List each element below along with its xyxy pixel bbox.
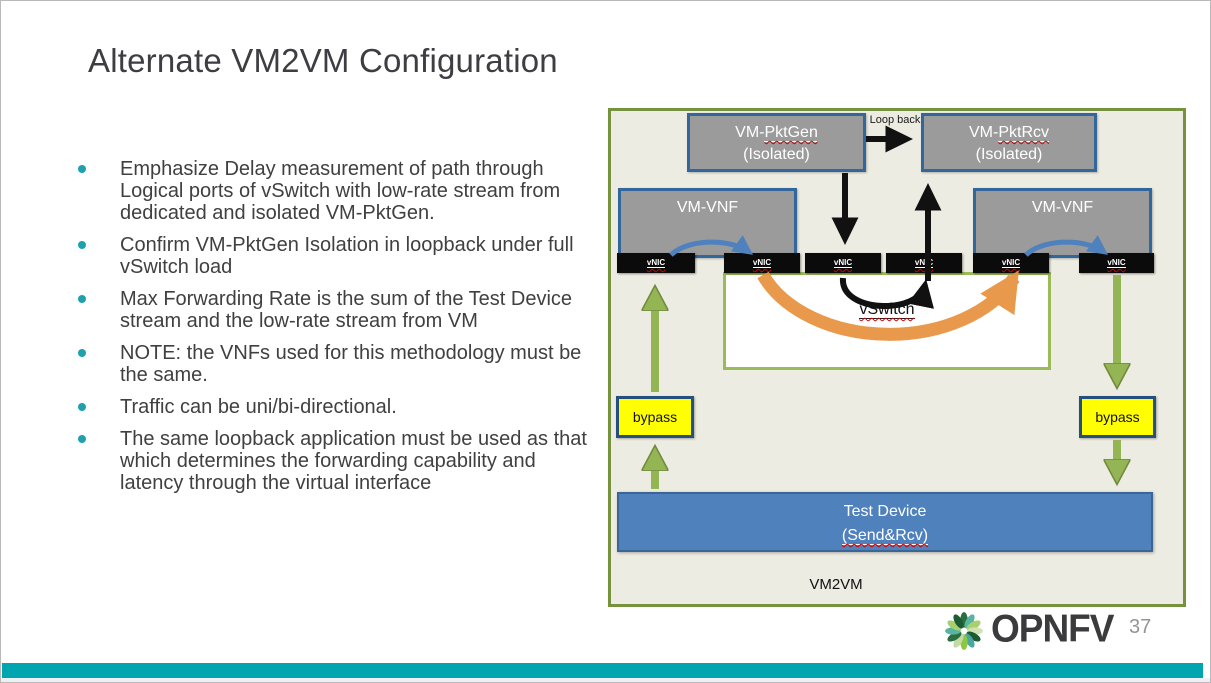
vm-vnf-label: VM-VNF: [1031, 199, 1094, 216]
bullet-text: Max Forwarding Rate is the sum of the Test Device stream and the low-rate stream from VM: [120, 288, 573, 332]
vm2vm-diagram: [608, 108, 1186, 607]
vnic-box: vNIC: [617, 253, 695, 273]
vswitch-box: [723, 272, 1051, 370]
bullet-item: [76, 288, 592, 332]
bullet-item: [76, 428, 592, 494]
bullet-item: [76, 342, 592, 386]
footer-accent-bar: [2, 663, 1203, 678]
vm-pktgen-label: VM-PktGen: [735, 124, 818, 141]
vnic-box: vNIC: [805, 253, 881, 273]
vm-vnf-left-box: [618, 188, 797, 258]
vm-pktgen-sublabel: (Isolated): [743, 146, 810, 163]
bullet-icon: [78, 295, 86, 303]
bypass-right-box: bypass: [1079, 396, 1156, 438]
opnfv-logo-text: OPNFV: [991, 606, 1114, 650]
footer-substrip: [1, 678, 1210, 683]
test-device-sublabel: (Send&Rcv): [841, 527, 929, 544]
vnic-box: vNIC: [724, 253, 800, 273]
vm-pktrcv-box: [921, 113, 1097, 172]
bullet-item: [76, 396, 592, 418]
vnic-box: vNIC: [886, 253, 962, 273]
bypass-left-box: bypass: [616, 396, 694, 438]
bullet-text: Emphasize Delay measurement of path through Logical ports of vSwitch with low-rate stream from dedicated and isolated VM-PktGen.: [120, 158, 561, 224]
bullet-item: [76, 158, 592, 224]
bullet-icon: [78, 435, 86, 443]
test-device-box: [617, 492, 1153, 552]
vm-pktrcv-label: VM-PktRcv: [969, 124, 1049, 141]
bullet-text: NOTE: the VNFs used for this methodology must be the same.: [120, 342, 582, 386]
test-device-label: Test Device: [843, 503, 927, 520]
bullet-text: Confirm VM-PktGen Isolation in loopback under full vSwitch load: [120, 234, 574, 278]
bullet-text: Traffic can be uni/bi-directional.: [120, 396, 397, 418]
vm-pktrcv-sublabel: (Isolated): [975, 146, 1043, 163]
bullet-icon: [78, 165, 86, 173]
vm2vm-label: VM2VM: [809, 576, 863, 593]
vswitch-label: vSwitch: [859, 301, 915, 318]
bullet-list: [76, 158, 592, 504]
bullet-icon: [78, 349, 86, 357]
bullet-icon: [78, 241, 86, 249]
vnic-box: vNIC: [1079, 253, 1154, 273]
page-title: Alternate VM2VM Configuration: [88, 42, 558, 79]
bullet-item: [76, 234, 592, 278]
loopback-label: Loop back: [869, 114, 921, 126]
page-number: 37: [1129, 616, 1152, 638]
opnfv-logo-icon: [941, 606, 987, 656]
bullet-icon: [78, 403, 86, 411]
vnic-box: vNIC: [973, 253, 1049, 273]
opnfv-logo: [941, 606, 1161, 656]
vm-vnf-label: VM-VNF: [676, 199, 739, 216]
vm-vnf-right-box: [973, 188, 1152, 258]
vm-pktgen-box: [687, 113, 866, 172]
bullet-text: The same loopback application must be used as that which determines the forwarding capability and latency through the virtual interface: [120, 428, 587, 494]
